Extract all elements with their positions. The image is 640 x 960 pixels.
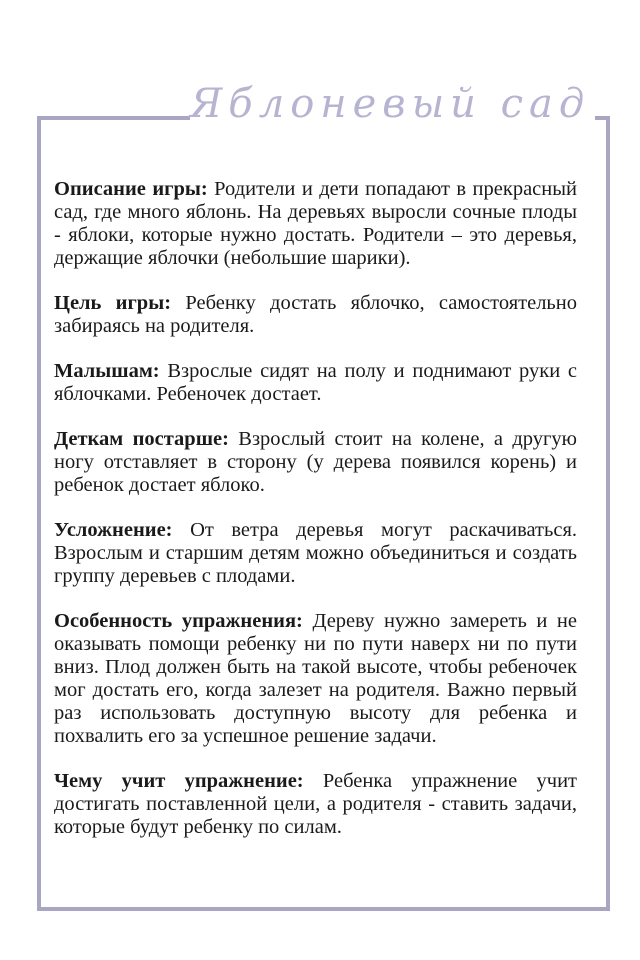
section-text: Родители и дети попадают в прекрасный сад, где много яблонь. На деревьях выросли сочные плоды - яблоки, которые нужно достать. Родители – это деревья, держащие яблочки (небольшие шарики). [54,178,577,269]
section-toddlers [54,360,577,406]
game-description [54,178,577,861]
section-description [54,178,577,270]
section-heading: Особенность упражнения: [54,610,303,632]
section-text: Дереву нужно замереть и не оказывать помощи ребенку ни по пути наверх ни по пути вниз. Плод должен быть на такой высоте, чтобы ребеночек мог достать его, когда залезет на родителя. Важно первый раз использовать доступную высоту для ребенка и похвалить его за успешное решение задачи. [54,610,578,747]
section-goal [54,292,577,338]
section-feature [54,610,577,748]
page-title: Яблоневый сад [190,81,591,127]
section-teaches [54,770,577,839]
section-text: Ребенку достать яблочко, самостоятельно забираясь на родителя. [54,292,577,337]
section-complication [54,519,577,588]
section-text: От ветра деревья могут раскачиваться. Взрослым и старшим детям можно объединиться и создать группу деревьев с плодами. [54,519,578,587]
frame-top-line-left [37,116,190,120]
section-heading: Цель игры: [54,292,172,314]
section-heading: Малышам: [54,360,160,382]
section-text: Взрослые сидят на полу и поднимают руки с яблочками. Ребеночек достает. [54,360,577,405]
section-heading: Чему учит упражнение: [54,770,304,792]
section-heading: Деткам постарше: [54,428,229,450]
section-heading: Описание игры: [54,178,208,200]
section-text: Взрослый стоит на колене, а другую ногу отставляет в сторону (у дерева появился корень) и ребенок достает яблоко. [54,428,578,496]
section-older-kids [54,428,577,497]
section-heading: Усложнение: [54,519,173,541]
section-text: Ребенка упражнение учит достигать поставленной цели, а родителя - ставить задачи, которые будут ребенку по силам. [54,770,578,838]
